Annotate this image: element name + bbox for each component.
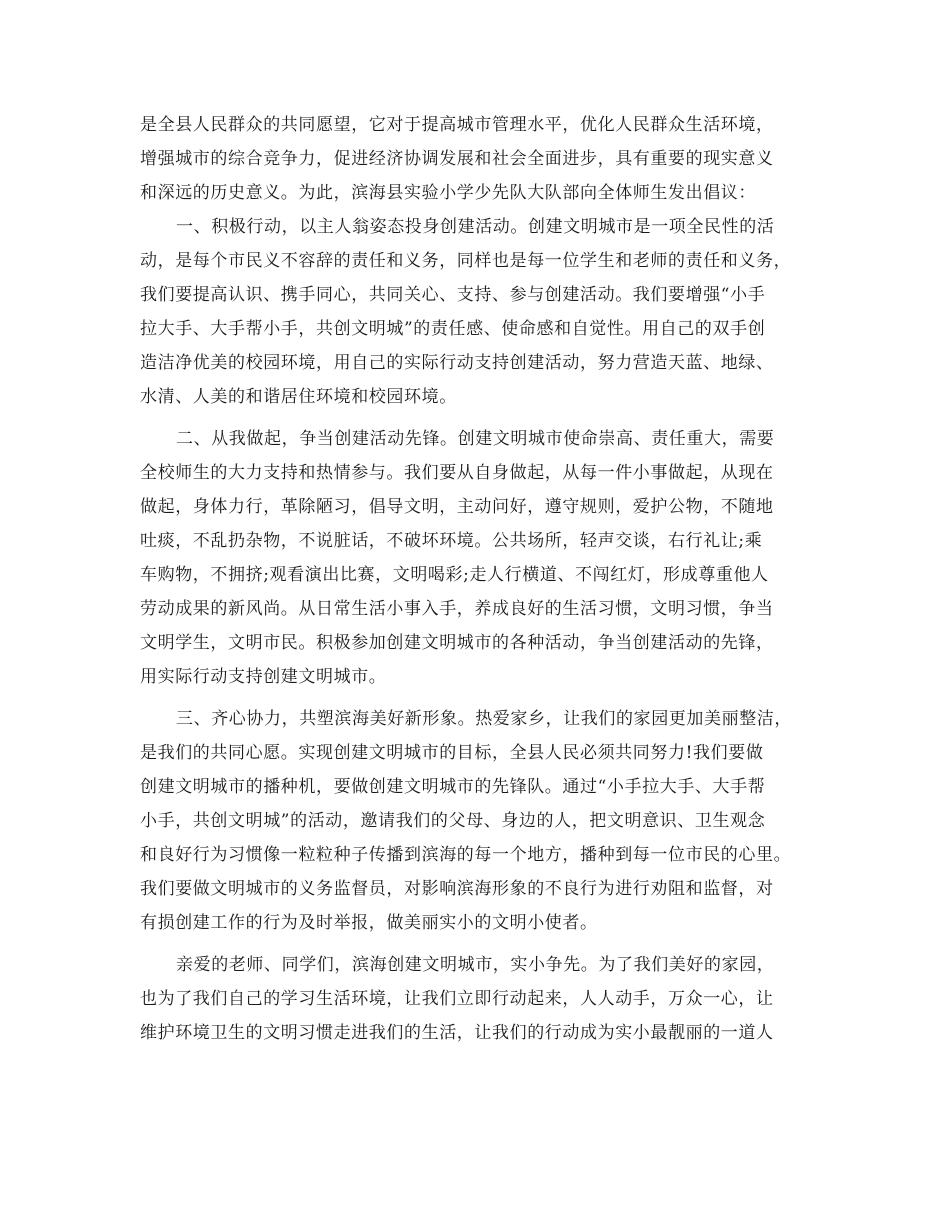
paragraph-gap: [140, 694, 830, 702]
text-line: 水清、人美的和谐居住环境和校园环境。: [140, 387, 457, 407]
text-line: 劳动成果的新风尚。从日常生活小事入手，养成良好的生活习惯，文明习惯，争当: [140, 599, 774, 619]
text-line: 做起，身体力行，革除陋习，倡导文明，主动问好，遵守规则，爱护公物，不随地: [140, 497, 774, 517]
text-line: 全校师生的大力支持和热情参与。我们要从自身做起，从每一件小事做起，从现在: [140, 463, 774, 483]
text-line: 拉大手、大手帮小手，共创文明城”的责任感、使命感和自觉性。用自己的双手创: [140, 319, 766, 339]
text-line: 车购物，不拥挤;观看演出比赛，文明喝彩;走人行横道、不闯红灯，形成尊重他人: [140, 565, 769, 585]
text-line: 造洁净优美的校园环境，用自己的实际行动支持创建活动，努力营造天蓝、地绿、: [140, 353, 774, 373]
text-line: 我们要做文明城市的义务监督员，对影响滨海形象的不良行为进行劝阻和监督，对: [140, 879, 774, 899]
text-line: 是全县人民群众的共同愿望，它对于提高城市管理水平，优化人民群众生活环境，: [140, 115, 774, 135]
text-line: 维护环境卫生的文明习惯走进我们的生活，让我们的行动成为实小最靓丽的一道人: [140, 1023, 774, 1043]
text-line: 和深远的历史意义。为此，滨海县实验小学少先队大队部向全体师生发出倡议：: [140, 183, 756, 203]
text-line: 三、齐心协力，共塑滨海美好新形象。热爱家乡，让我们的家园更加美丽整洁，: [176, 709, 792, 729]
text-line: 创建文明城市的播种机，要做创建文明城市的先锋队。通过“小手拉大手、大手帮: [140, 777, 766, 797]
text-line: 一、积极行动，以主人翁姿态投身创建活动。创建文明城市是一项全民性的活: [176, 217, 775, 237]
text-line: 吐痰，不乱扔杂物，不说脏话，不破坏环境。公共场所，轻声交谈，右行礼让;乘: [140, 531, 763, 551]
text-line: 是我们的共同心愿。实现创建文明城市的目标，全县人民必须共同努力!我们要做: [140, 743, 764, 763]
paragraph-gap: [140, 414, 830, 422]
text-line: 二、从我做起，争当创建活动先锋。创建文明城市使命崇高、责任重大，需要: [176, 429, 775, 449]
text-line: 亲爱的老师、同学们，滨海创建文明城市，实小争先。为了我们美好的家园，: [176, 955, 775, 975]
text-line: 动，是每个市民义不容辞的责任和义务，同样也是每一位学生和老师的责任和义务，: [140, 251, 792, 271]
text-line: 有损创建工作的行为及时举报，做美丽实小的文明小使者。: [140, 913, 598, 933]
document-body: [140, 108, 830, 1050]
text-line: 增强城市的综合竞争力，促进经济协调发展和社会全面进步，具有重要的现实意义: [140, 149, 774, 169]
paragraph-gap: [140, 940, 830, 948]
text-line: 也为了我们自己的学习生活环境，让我们立即行动起来，人人动手，万众一心，让: [140, 989, 774, 1009]
text-line: 文明学生，文明市民。积极参加创建文明城市的各种活动，争当创建活动的先锋，: [140, 633, 774, 653]
text-line: 用实际行动支持创建文明城市。: [140, 667, 387, 687]
text-line: 和良好行为习惯像一粒粒种子传播到滨海的每一个地方，播种到每一位市民的心里。: [140, 845, 792, 865]
text-line: 我们要提高认识、携手同心，共同关心、支持、参与创建活动。我们要增强“小手: [140, 285, 766, 305]
text-line: 小手，共创文明城”的活动，邀请我们的父母、身边的人，把文明意识、卫生观念: [140, 811, 766, 831]
